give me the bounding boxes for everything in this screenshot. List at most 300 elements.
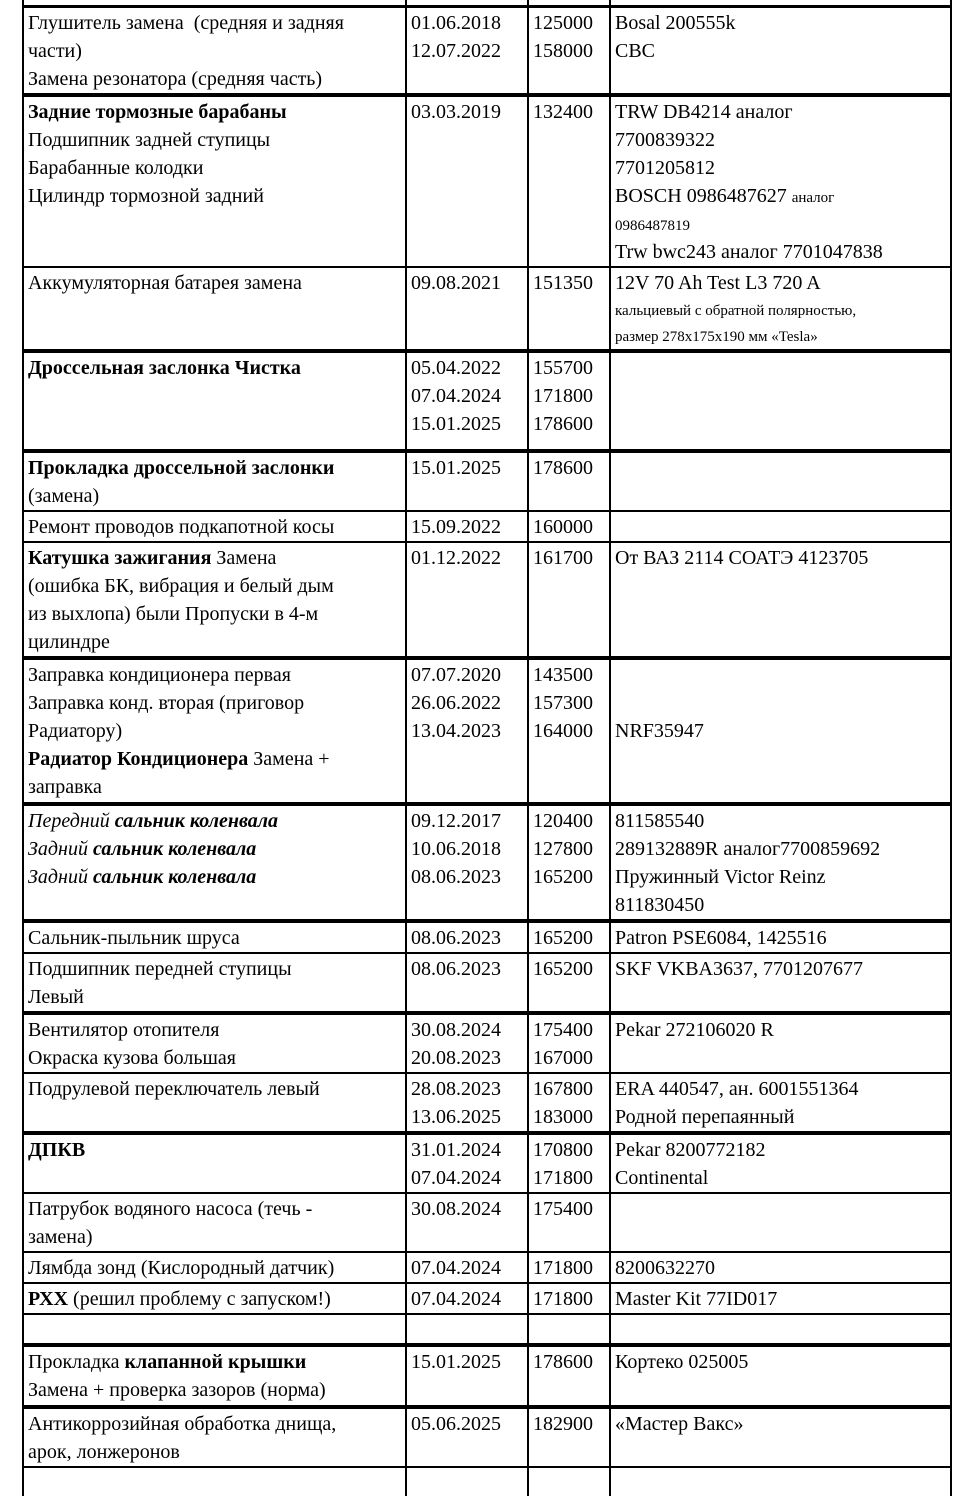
text-segment: 30.08.2024 bbox=[411, 1197, 501, 1220]
text-segment: ERA 440547, ан. 6001551364 bbox=[615, 1077, 859, 1100]
cell-work bbox=[23, 658, 406, 804]
text-line bbox=[411, 661, 525, 689]
text-line bbox=[615, 924, 948, 952]
text-line bbox=[28, 983, 403, 1011]
text-segment: 07.04.2024 bbox=[411, 1166, 501, 1189]
text-line bbox=[28, 454, 403, 482]
cell-parts bbox=[610, 1283, 951, 1314]
table-row bbox=[23, 451, 951, 511]
text-line bbox=[615, 863, 948, 891]
text-segment: Прокладка bbox=[28, 1350, 125, 1373]
cell-date bbox=[406, 511, 528, 542]
text-line bbox=[615, 269, 948, 297]
text-segment: 158000 bbox=[533, 39, 593, 62]
cell-parts bbox=[610, 953, 951, 1013]
cell-work bbox=[23, 451, 406, 511]
text-segment: Заправка кондиционера первая bbox=[28, 663, 291, 686]
text-segment: Замена bbox=[211, 546, 277, 569]
text-segment: TRW DB4214 аналог bbox=[615, 100, 793, 123]
table-row bbox=[23, 1345, 951, 1407]
cell-mileage bbox=[528, 511, 610, 542]
text-line bbox=[28, 1136, 403, 1164]
text-line bbox=[28, 1376, 403, 1404]
text-line bbox=[28, 924, 403, 952]
text-line bbox=[411, 410, 525, 438]
text-line bbox=[411, 98, 525, 126]
text-line bbox=[533, 1016, 607, 1044]
cell-parts bbox=[610, 658, 951, 804]
text-line bbox=[411, 807, 525, 835]
text-line bbox=[28, 1075, 403, 1103]
cell-mileage bbox=[528, 6, 610, 95]
text-segment: 03.03.2019 bbox=[411, 100, 501, 123]
text-segment: Сальник-пыльник шруса bbox=[28, 926, 240, 949]
text-segment: Передний bbox=[28, 809, 115, 832]
text-segment: 08.06.2023 bbox=[411, 957, 501, 980]
text-line bbox=[411, 1285, 525, 1313]
text-segment: Левый bbox=[28, 985, 84, 1008]
text-segment: 30.08.2024 bbox=[411, 1018, 501, 1041]
text-line bbox=[28, 1285, 403, 1313]
cell-parts bbox=[610, 6, 951, 95]
text-segment: Пружинный Victor Reinz bbox=[615, 865, 826, 888]
text-segment: РХХ bbox=[28, 1287, 69, 1310]
cell-parts bbox=[610, 1013, 951, 1073]
text-line bbox=[615, 37, 948, 65]
text-segment: Подшипник передней ступицы bbox=[28, 957, 292, 980]
text-line bbox=[28, 354, 403, 382]
text-segment: аналог bbox=[791, 189, 835, 206]
text-line bbox=[28, 628, 403, 656]
text-segment: 171800 bbox=[533, 1166, 593, 1189]
text-line bbox=[533, 661, 607, 689]
text-segment: От ВАЗ 2114 СОАТЭ 4123705 bbox=[615, 546, 869, 569]
text-line bbox=[28, 154, 403, 182]
text-line bbox=[28, 269, 403, 297]
cell-date bbox=[406, 1314, 528, 1345]
text-line bbox=[411, 835, 525, 863]
text-line bbox=[615, 323, 948, 349]
cell-work bbox=[23, 267, 406, 351]
text-segment: 28.08.2023 bbox=[411, 1077, 501, 1100]
text-line bbox=[615, 1254, 948, 1282]
text-line bbox=[533, 544, 607, 572]
text-segment: 8200632270 bbox=[615, 1256, 715, 1279]
text-line bbox=[28, 600, 403, 628]
cell-date bbox=[406, 921, 528, 953]
cell-date bbox=[406, 1133, 528, 1193]
cell-parts bbox=[610, 1345, 951, 1407]
text-line bbox=[533, 717, 607, 745]
text-line bbox=[28, 1223, 403, 1251]
table-row bbox=[23, 542, 951, 658]
text-segment: Pekar 8200772182 bbox=[615, 1138, 766, 1161]
text-line bbox=[28, 482, 403, 510]
cell-mileage bbox=[528, 1283, 610, 1314]
text-line bbox=[411, 863, 525, 891]
text-segment: 171800 bbox=[533, 1287, 593, 1310]
text-line bbox=[411, 1254, 525, 1282]
text-segment: 157300 bbox=[533, 691, 593, 714]
text-segment: 182900 bbox=[533, 1412, 593, 1435]
text-segment: (ошибка БК, вибрация и белый дым bbox=[28, 574, 334, 597]
cell-date bbox=[406, 1073, 528, 1133]
text-segment: 165200 bbox=[533, 865, 593, 888]
text-segment: 160000 bbox=[533, 515, 593, 538]
cell-work bbox=[23, 95, 406, 267]
text-line bbox=[533, 410, 607, 438]
cell-date bbox=[406, 451, 528, 511]
cell-parts bbox=[610, 1407, 951, 1467]
text-segment: арок, лонжеронов bbox=[28, 1440, 180, 1463]
text-line bbox=[615, 1075, 948, 1103]
text-segment: 165200 bbox=[533, 926, 593, 949]
text-line bbox=[28, 807, 403, 835]
cell-date bbox=[406, 1345, 528, 1407]
text-segment: Прокладка дроссельной заслонки bbox=[28, 456, 335, 479]
table-row bbox=[23, 1283, 951, 1314]
text-segment: 09.08.2021 bbox=[411, 271, 501, 294]
table-row bbox=[23, 1252, 951, 1283]
text-line bbox=[28, 1410, 403, 1438]
table-row bbox=[23, 804, 951, 921]
cell-parts bbox=[610, 1467, 951, 1496]
cell-work bbox=[23, 1314, 406, 1345]
text-line bbox=[615, 689, 948, 717]
text-line bbox=[533, 924, 607, 952]
table-row bbox=[23, 511, 951, 542]
text-segment: 143500 bbox=[533, 663, 593, 686]
text-line bbox=[28, 1254, 403, 1282]
text-segment: BOSCH 0986487627 bbox=[615, 184, 792, 207]
cell-work bbox=[23, 804, 406, 921]
text-segment: Замена + проверка зазоров (норма) bbox=[28, 1378, 326, 1401]
text-segment: 127800 bbox=[533, 837, 593, 860]
text-segment: цилиндре bbox=[28, 630, 110, 653]
cell-date bbox=[406, 1283, 528, 1314]
cell-mileage bbox=[528, 267, 610, 351]
text-segment: 178600 bbox=[533, 456, 593, 479]
text-line bbox=[28, 37, 403, 65]
text-line bbox=[533, 269, 607, 297]
text-line bbox=[411, 955, 525, 983]
text-line bbox=[411, 717, 525, 745]
text-line bbox=[28, 572, 403, 600]
text-line bbox=[411, 382, 525, 410]
text-line bbox=[533, 689, 607, 717]
text-line bbox=[533, 1075, 607, 1103]
text-line bbox=[615, 955, 948, 983]
text-line bbox=[28, 745, 403, 773]
text-segment: NRF35947 bbox=[615, 719, 704, 742]
text-segment: заправка bbox=[28, 775, 102, 798]
text-line bbox=[615, 98, 948, 126]
text-segment: 161700 bbox=[533, 546, 593, 569]
text-segment: Замена резонатора (средняя часть) bbox=[28, 67, 323, 90]
text-line bbox=[615, 297, 948, 323]
text-segment: SKF VKBA3637, 7701207677 bbox=[615, 957, 863, 980]
text-line bbox=[411, 454, 525, 482]
text-line bbox=[411, 9, 525, 37]
text-line bbox=[533, 835, 607, 863]
text-segment: Master Kit 77ID017 bbox=[615, 1287, 778, 1310]
text-line bbox=[533, 382, 607, 410]
text-segment: 15.01.2025 bbox=[411, 1350, 501, 1373]
text-segment: Pekar 272106020 R bbox=[615, 1018, 774, 1041]
cell-work bbox=[23, 1467, 406, 1496]
cell-date bbox=[406, 267, 528, 351]
text-segment: 178600 bbox=[533, 412, 593, 435]
text-line bbox=[411, 924, 525, 952]
text-line bbox=[615, 835, 948, 863]
text-segment: 12V 70 Ah Test L3 720 A bbox=[615, 271, 821, 294]
cell-date bbox=[406, 804, 528, 921]
text-segment: 13.06.2025 bbox=[411, 1105, 501, 1128]
text-line bbox=[533, 454, 607, 482]
cell-date bbox=[406, 351, 528, 451]
text-segment: Заправка конд. вторая (приговор bbox=[28, 691, 305, 714]
text-segment: 183000 bbox=[533, 1105, 593, 1128]
text-line bbox=[615, 1164, 948, 1192]
text-line bbox=[615, 807, 948, 835]
text-line bbox=[411, 1410, 525, 1438]
cell-work bbox=[23, 1283, 406, 1314]
text-segment: 811585540 bbox=[615, 809, 705, 832]
text-line bbox=[533, 807, 607, 835]
text-segment: 7701205812 bbox=[615, 156, 715, 179]
table-row bbox=[23, 6, 951, 95]
text-line bbox=[28, 1195, 403, 1223]
cell-parts bbox=[610, 1073, 951, 1133]
text-line bbox=[533, 1195, 607, 1223]
text-line bbox=[28, 717, 403, 745]
text-line bbox=[28, 835, 403, 863]
text-line bbox=[28, 1044, 403, 1072]
text-segment: 12.07.2022 bbox=[411, 39, 501, 62]
text-line bbox=[411, 1164, 525, 1192]
cell-work bbox=[23, 1193, 406, 1252]
text-line bbox=[615, 126, 948, 154]
text-segment: 26.06.2022 bbox=[411, 691, 501, 714]
text-segment: 01.06.2018 bbox=[411, 11, 501, 34]
text-segment: 15.09.2022 bbox=[411, 515, 501, 538]
text-line bbox=[615, 544, 948, 572]
text-line bbox=[615, 154, 948, 182]
cell-date bbox=[406, 658, 528, 804]
cell-date bbox=[406, 1193, 528, 1252]
text-segment: 7700839322 bbox=[615, 128, 715, 151]
text-segment: 170800 bbox=[533, 1138, 593, 1161]
text-segment: Ремонт проводов подкапотной косы bbox=[28, 515, 335, 538]
cell-work bbox=[23, 1133, 406, 1193]
text-segment: 08.06.2023 bbox=[411, 926, 501, 949]
table-row bbox=[23, 267, 951, 351]
table-row bbox=[23, 95, 951, 267]
text-line bbox=[28, 1348, 403, 1376]
text-line bbox=[533, 1285, 607, 1313]
text-segment: части) bbox=[28, 39, 82, 62]
text-segment: размер 278х175х190 мм «Tesla» bbox=[615, 328, 818, 345]
text-segment: сальник коленвала bbox=[92, 837, 257, 860]
text-segment: «Мастер Вакс» bbox=[615, 1412, 744, 1435]
text-segment: Глушитель замена (средняя и задняя bbox=[28, 11, 344, 34]
text-segment: 171800 bbox=[533, 384, 593, 407]
cell-work bbox=[23, 1407, 406, 1467]
text-segment: Антикоррозийная обработка днища, bbox=[28, 1412, 337, 1435]
cell-date bbox=[406, 1013, 528, 1073]
text-line bbox=[28, 544, 403, 572]
text-segment: ДПКВ bbox=[28, 1138, 86, 1161]
cell-date bbox=[406, 1467, 528, 1496]
text-segment: 289132889R аналог7700859692 bbox=[615, 837, 881, 860]
text-segment: 811830450 bbox=[615, 893, 705, 916]
cell-work bbox=[23, 1073, 406, 1133]
text-line bbox=[411, 37, 525, 65]
text-segment: клапанной крышки bbox=[124, 1350, 307, 1373]
text-segment: 07.04.2024 bbox=[411, 384, 501, 407]
text-line bbox=[533, 1410, 607, 1438]
text-line bbox=[533, 98, 607, 126]
text-segment: 15.01.2025 bbox=[411, 456, 501, 479]
cell-mileage bbox=[528, 1133, 610, 1193]
text-segment: 164000 bbox=[533, 719, 593, 742]
cell-parts bbox=[610, 451, 951, 511]
cell-parts bbox=[610, 542, 951, 658]
text-segment: 171800 bbox=[533, 1256, 593, 1279]
cell-work bbox=[23, 1345, 406, 1407]
cell-parts bbox=[610, 1193, 951, 1252]
text-segment: 155700 bbox=[533, 356, 593, 379]
text-line bbox=[533, 1348, 607, 1376]
text-segment: 132400 bbox=[533, 100, 593, 123]
text-line bbox=[28, 9, 403, 37]
cell-work bbox=[23, 542, 406, 658]
text-line bbox=[533, 1164, 607, 1192]
cell-parts bbox=[610, 511, 951, 542]
text-line bbox=[28, 126, 403, 154]
cell-parts bbox=[610, 1133, 951, 1193]
text-segment: сальник коленвала bbox=[92, 865, 257, 888]
cell-date bbox=[406, 1407, 528, 1467]
service-table-body bbox=[23, 0, 951, 1496]
text-segment: 15.01.2025 bbox=[411, 412, 501, 435]
cell-parts bbox=[610, 95, 951, 267]
cell-mileage bbox=[528, 351, 610, 451]
text-segment: 31.01.2024 bbox=[411, 1138, 501, 1161]
text-segment: 120400 bbox=[533, 809, 593, 832]
text-segment: Patron PSE6084, 1425516 bbox=[615, 926, 827, 949]
text-segment: из выхлопа) были Пропуски в 4-м bbox=[28, 602, 319, 625]
table-row bbox=[23, 1073, 951, 1133]
text-segment: Радиатору) bbox=[28, 719, 123, 742]
text-line bbox=[28, 863, 403, 891]
cell-parts bbox=[610, 921, 951, 953]
text-segment: Bosal 200555k bbox=[615, 11, 736, 34]
text-segment: СВС bbox=[615, 39, 656, 62]
text-line bbox=[533, 955, 607, 983]
text-segment: 05.06.2025 bbox=[411, 1412, 501, 1435]
text-line bbox=[533, 863, 607, 891]
text-segment: сальник коленвала bbox=[114, 809, 279, 832]
text-segment: Continental bbox=[615, 1166, 709, 1189]
text-segment: кальциевый с обратной полярностью, bbox=[615, 302, 857, 319]
cell-mileage bbox=[528, 1407, 610, 1467]
text-line bbox=[28, 1016, 403, 1044]
cell-mileage bbox=[528, 804, 610, 921]
text-line bbox=[615, 238, 948, 266]
text-line bbox=[28, 182, 403, 210]
text-line bbox=[411, 689, 525, 717]
text-segment: (замена) bbox=[28, 484, 100, 507]
cell-parts bbox=[610, 351, 951, 451]
text-line bbox=[411, 354, 525, 382]
text-line bbox=[411, 1044, 525, 1072]
text-segment: Дроссельная заслонка Чистка bbox=[28, 356, 301, 379]
cell-mileage bbox=[528, 1073, 610, 1133]
text-line bbox=[533, 1136, 607, 1164]
text-line bbox=[615, 717, 948, 745]
text-line bbox=[615, 1285, 948, 1313]
table-row bbox=[23, 921, 951, 953]
text-segment: 175400 bbox=[533, 1197, 593, 1220]
table-row bbox=[23, 953, 951, 1013]
text-line bbox=[28, 98, 403, 126]
cell-work bbox=[23, 953, 406, 1013]
text-line bbox=[533, 1254, 607, 1282]
text-segment: (решил проблему с запуском!) bbox=[68, 1287, 331, 1310]
cell-mileage bbox=[528, 1314, 610, 1345]
text-segment: 09.12.2017 bbox=[411, 809, 501, 832]
text-line bbox=[533, 354, 607, 382]
text-line bbox=[533, 37, 607, 65]
text-line bbox=[411, 269, 525, 297]
text-segment: Патрубок водяного насоса (течь - bbox=[28, 1197, 313, 1220]
table-row bbox=[23, 1193, 951, 1252]
text-line bbox=[615, 1136, 948, 1164]
text-segment: 125000 bbox=[533, 11, 593, 34]
cell-parts bbox=[610, 1252, 951, 1283]
table-row bbox=[23, 351, 951, 451]
text-segment: 167800 bbox=[533, 1077, 593, 1100]
cell-date bbox=[406, 953, 528, 1013]
text-line bbox=[533, 1044, 607, 1072]
text-line bbox=[28, 513, 403, 541]
text-line bbox=[615, 661, 948, 689]
text-line bbox=[411, 1103, 525, 1131]
text-line bbox=[615, 1103, 948, 1131]
text-line bbox=[533, 1103, 607, 1131]
cell-work bbox=[23, 351, 406, 451]
cell-date bbox=[406, 6, 528, 95]
text-line bbox=[615, 182, 948, 212]
text-line bbox=[615, 1016, 948, 1044]
text-segment: Подрулевой переключатель левый bbox=[28, 1077, 320, 1100]
text-segment: Аккумуляторная батарея замена bbox=[28, 271, 302, 294]
cell-mileage bbox=[528, 658, 610, 804]
text-line bbox=[411, 544, 525, 572]
text-line bbox=[411, 1075, 525, 1103]
text-segment: Цилиндр тормозной задний bbox=[28, 184, 264, 207]
table-row bbox=[23, 1467, 951, 1496]
text-segment: Вентилятор отопителя bbox=[28, 1018, 220, 1041]
text-line bbox=[28, 773, 403, 801]
text-segment: замена) bbox=[28, 1225, 93, 1248]
cell-mileage bbox=[528, 1013, 610, 1073]
table-row bbox=[23, 658, 951, 804]
text-line bbox=[615, 1410, 948, 1438]
text-segment: Барабанные колодки bbox=[28, 156, 204, 179]
table-row bbox=[23, 1133, 951, 1193]
